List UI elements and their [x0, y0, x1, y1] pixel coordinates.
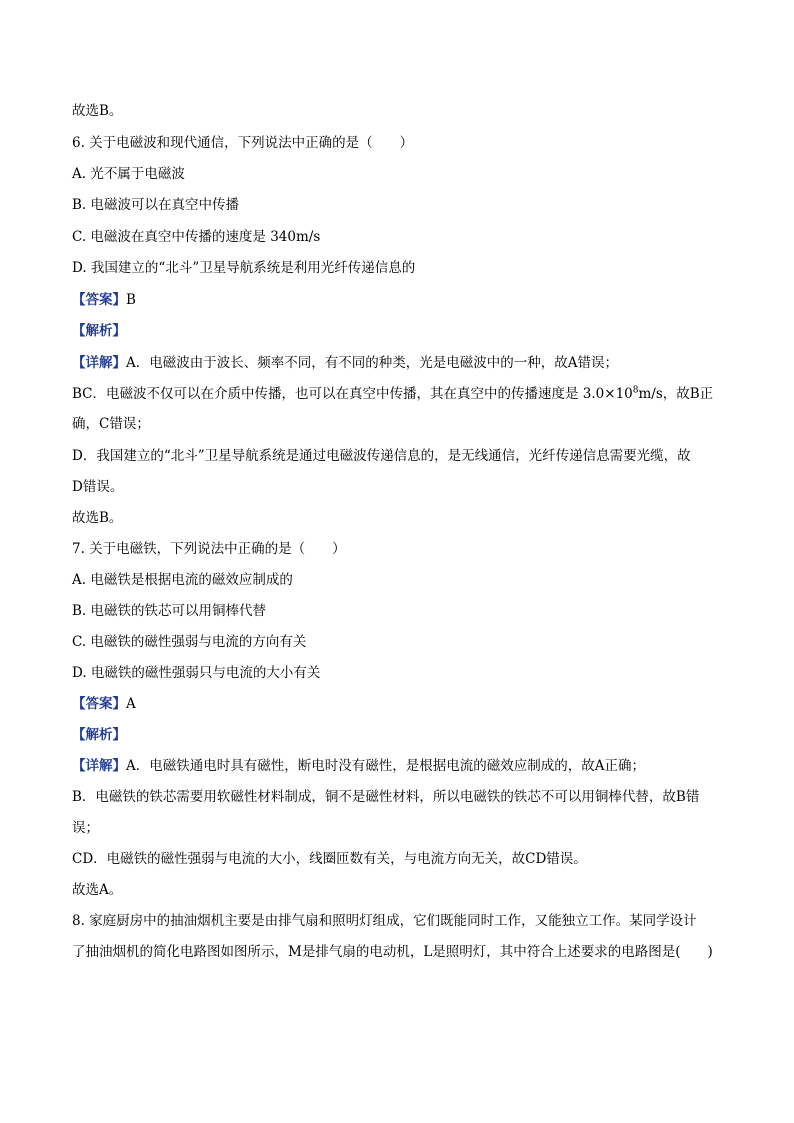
- answer-tag: 【答案】: [72, 696, 126, 712]
- answer-tag: 【答案】: [72, 292, 126, 308]
- q7-detail-cd: CD．电磁铁的磁性强弱与电流的大小，线圈匝数有关，与电流方向无关，故CD错误。: [72, 851, 587, 867]
- q7-detail-b-cont: 误；: [72, 820, 99, 836]
- answer-value: B: [126, 292, 136, 308]
- analysis-tag: 【解析】: [72, 323, 126, 339]
- q6-option-d: D. 我国建立的“北斗”卫星导航系统是利用光纤传递信息的: [72, 260, 416, 276]
- detail-text: A．电磁铁通电时具有磁性，断电时没有磁性，是根据电流的磁效应制成的，故A正确；: [126, 758, 645, 774]
- q7-option-b: B. 电磁铁的铁芯可以用铜棒代替: [72, 603, 267, 619]
- q7-detail-a: [72, 756, 645, 776]
- q6-stem: 6. 关于电磁波和现代通信，下列说法中正确的是（ ）: [72, 135, 414, 151]
- detail-text: BC．电磁波不仅可以在介质中传播，也可以在真空中传播，其在真空中的传播速度是 3.0×10: [72, 386, 633, 402]
- exponent: 8: [632, 385, 639, 396]
- q6-option-b: B. 电磁波可以在真空中传播: [72, 197, 240, 213]
- q7-conclusion: 故选A。: [72, 882, 123, 898]
- detail-tag: 【详解】: [72, 758, 126, 774]
- q7-stem: 7. 关于电磁铁，下列说法中正确的是（ ）: [72, 541, 346, 557]
- q7-option-a: A. 电磁铁是根据电流的磁效应制成的: [72, 572, 293, 588]
- q7-analysis-heading: [72, 725, 126, 745]
- answer-value: A: [126, 696, 136, 712]
- detail-tag: 【详解】: [72, 355, 126, 371]
- q8-stem-line-1: 8. 家庭厨房中的抽油烟机主要是由排气扇和照明灯组成，它们既能同时工作，又能独立工作。某同学设计: [72, 913, 697, 929]
- detail-text: A．电磁波由于波长、频率不同，有不同的种类，光是电磁波中的一种，故A错误；: [126, 355, 618, 371]
- q6-detail-bc: [72, 384, 713, 404]
- analysis-tag: 【解析】: [72, 727, 126, 743]
- q6-detail-d-cont: D错误。: [72, 479, 124, 495]
- q6-option-c: C. 电磁波在真空中传播的速度是 340m/s: [72, 229, 321, 245]
- q6-detail-a: [72, 353, 618, 373]
- q6-detail-bc-cont: 确，C错误；: [72, 416, 150, 432]
- q7-answer: [72, 694, 136, 714]
- q6-analysis-heading: [72, 321, 126, 341]
- detail-text: m/s，故B正: [638, 386, 714, 402]
- q8-stem-line-2: 了抽油烟机的简化电路图如图所示，M是排气扇的电动机，L是照明灯，其中符合上述要求的电路图是( ): [72, 944, 713, 960]
- q6-conclusion: 故选B。: [72, 510, 123, 526]
- q7-option-c: C. 电磁铁的磁性强弱与电流的方向有关: [72, 634, 307, 650]
- q7-option-d: D. 电磁铁的磁性强弱只与电流的大小有关: [72, 665, 321, 681]
- q6-answer: [72, 290, 136, 310]
- q6-option-a: A. 光不属于电磁波: [72, 166, 185, 182]
- q6-detail-d: D．我国建立的“北斗”卫星导航系统是通过电磁波传递信息的，是无线通信，光纤传递信息需要光缆，故: [72, 448, 691, 464]
- q5-conclusion: 故选B。: [72, 103, 123, 119]
- q7-detail-b: B．电磁铁的铁芯需要用软磁性材料制成，铜不是磁性材料，所以电磁铁的铁芯不可以用铜棒代替，故B错: [72, 789, 700, 805]
